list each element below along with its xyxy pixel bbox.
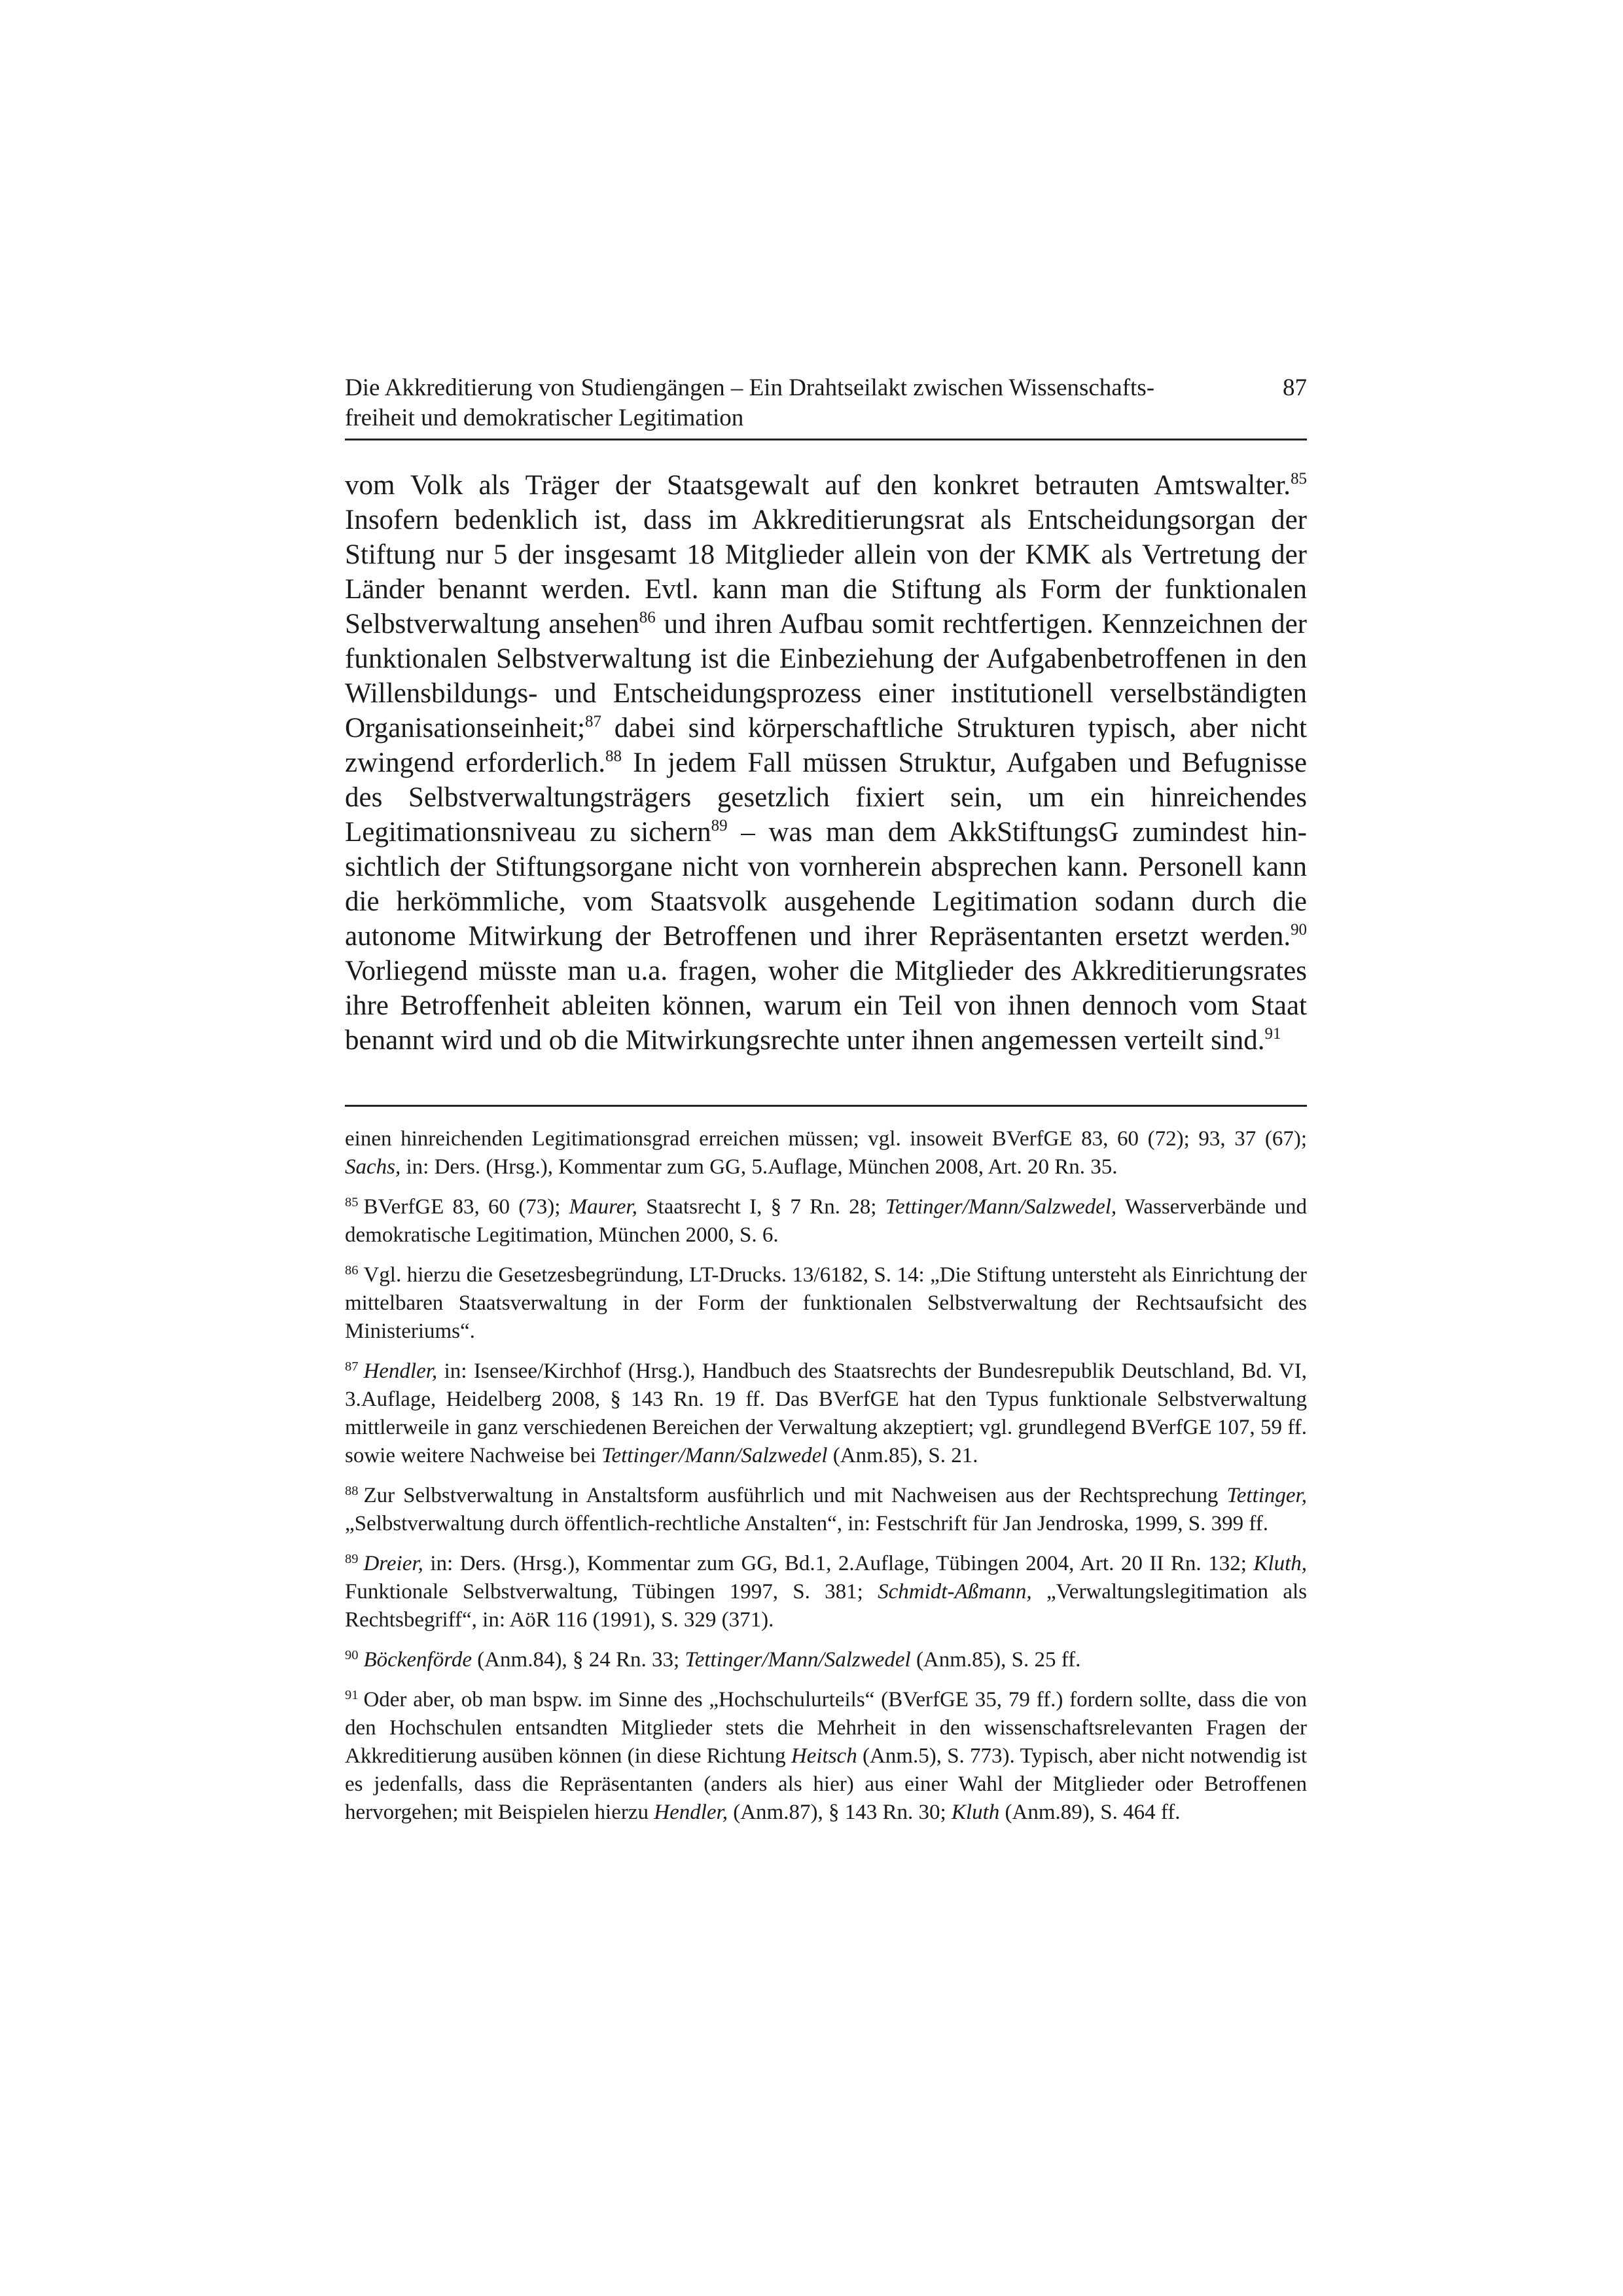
running-header-title	[345, 373, 1235, 433]
author-name: Sachs,	[345, 1155, 401, 1179]
footnote-text: Wasserverbände und demokratische Legitimation, München 2000, S. 6.	[345, 1195, 1307, 1247]
body-text-segment: Insofern bedenklich ist, dass im Akkreditierungsrat als Entscheidungsorgan der Stiftung nur 5 der insgesamt 18 Mitglieder allein von der KMK als Vertretung der Länder benannt werden. Evtl. kann man die Stiftung als Form der funktionalen Selbstverwaltung ansehen	[345, 505, 1307, 639]
footnote-91	[345, 1686, 1307, 1827]
footnote-ref-91[interactable]: 91	[1264, 1024, 1281, 1043]
footnote-text: Oder aber, ob man bspw. im Sinne des „Hochschulurteils“ (BVerfGE 35, 79 ff.) fordern sollte, dass die von den Hochschulen entsandten Mitglieder stets die Mehrheit in den wissenschaftsrelevanten Fragen der Akkreditierung ausüben können (in diese Richtung	[345, 1688, 1307, 1768]
author-name: Schmidt-Aßmann,	[878, 1580, 1032, 1604]
author-name: Tettinger,	[1226, 1484, 1307, 1507]
body-paragraph	[345, 468, 1307, 1058]
footnote-text: (Anm.5), S. 773). Typisch, aber nicht notwendig ist es jedenfalls, dass die Repräsentanten (anders als hier) aus einer Wahl der Mitglieder oder Betroffenen hervorgehen; mit Beispielen hierzu	[345, 1744, 1307, 1824]
author-name: Dreier,	[363, 1552, 423, 1575]
header-title-line1: Die Akkreditierung von Studiengängen – Ein Drahtseilakt zwischen Wissenschafts-	[345, 374, 1155, 401]
footnote-number: 90	[345, 1647, 359, 1662]
footnote-text: Vgl. hierzu die Gesetzesbegründung, LT-Drucks. 13/6182, S. 14: „Die Stiftung untersteht als Einrichtung der mittelbaren Staatsverwaltung in der Form der funktionalen Selbstverwaltung der Rechtsaufsicht des Ministeriums“.	[345, 1263, 1307, 1343]
footnote-text: einen hinreichenden Legitimationsgrad erreichen müssen; vgl. insoweit BVerfGE 83, 60 (72); 93, 37 (67);	[345, 1127, 1307, 1151]
author-name: Tettinger/Mann/Salzwedel,	[885, 1195, 1117, 1219]
footnote-ref-90[interactable]: 90	[1291, 920, 1307, 939]
footnote-text: (Anm.89), S. 464 ff.	[999, 1801, 1181, 1824]
page-number: 87	[1283, 374, 1307, 401]
footnote-number: 88	[345, 1483, 359, 1498]
author-name: Kluth	[951, 1801, 1000, 1824]
footnote-86	[345, 1261, 1307, 1346]
footnotes	[345, 1125, 1307, 1827]
footnote-89	[345, 1550, 1307, 1634]
footnote-text: in: Ders. (Hrsg.), Kommentar zum GG, Bd.1, 2.Auflage, Tübingen 2004, Art. 20 II Rn. 132;	[423, 1552, 1254, 1575]
author-name: Tettinger/Mann/Salzwedel	[601, 1444, 828, 1467]
footnote-text: Staatsrecht I, § 7 Rn. 28;	[637, 1195, 885, 1219]
footnote-text: „Selbstverwaltung durch öffentlich-rechtliche Anstalten“, in: Festschrift für Jan Jendroska, 1999, S. 399 ff.	[345, 1512, 1269, 1535]
footnote-text: in: Isensee/Kirchhof (Hrsg.), Handbuch des Staatsrechts der Bundesrepublik Deutschland, Bd. VI, 3.Auflage, Heidelberg 2008, § 143 Rn. 19 ff. Das BVerfGE hat den Typus funktionale Selbstverwaltung mittlerweile in ganz verschiedenen Bereichen der Verwaltung akzeptiert; vgl. grundlegend BVerfGE 107, 59 ff. sowie weitere Nachweise bei	[345, 1359, 1307, 1467]
footnote-85	[345, 1193, 1307, 1249]
footnote-text: (Anm.84), § 24 Rn. 33;	[471, 1648, 685, 1672]
body-text-segment: dabei sind körperschaftliche Strukturen typisch, aber nicht zwingend erforderlich.	[345, 713, 1307, 778]
body-text-segment: In jedem Fall müssen Struktur, Aufgaben und Befugnisse des Selbstverwaltungsträgers gesetzlich fixiert sein, um ein hinreichendes Legitimationsniveau zu sichern	[345, 747, 1307, 848]
author-name: Hendler,	[363, 1359, 438, 1383]
footnote-ref-89[interactable]: 89	[711, 816, 728, 834]
footnote-text: (Anm.87), § 143 Rn. 30;	[727, 1801, 952, 1824]
footnote-text: „Verwaltungslegitimation als Rechtsbegriff“, in: AöR 116 (1991), S. 329 (371).	[345, 1580, 1307, 1632]
footnote-text: Zur Selbstverwaltung in Anstaltsform ausführlich und mit Nachweisen aus der Rechtsprechung	[363, 1484, 1227, 1507]
author-name: Böckenförde	[363, 1648, 472, 1672]
body-text-segment: – was man dem AkkStiftungsG zumindest hinsichtlich der Stiftungsorgane nicht von vornherein absprechen kann. Personell kann die herkömmliche, vom Staatsvolk ausgehende Legitimation sodann durch die autonome Mitwirkung der Betroffenen und ihrer Repräsentanten ersetzt werden.	[345, 817, 1307, 952]
body-text-segment: vom Volk als Träger der Staatsgewalt auf den konkret betrauten Amtswalter.	[345, 470, 1291, 501]
footnote-number: 91	[345, 1687, 359, 1702]
running-header	[345, 373, 1307, 440]
footnote-text: (Anm.85), S. 25 ff.	[910, 1648, 1081, 1672]
footnote-ref-87[interactable]: 87	[585, 712, 601, 730]
footnote-87	[345, 1357, 1307, 1470]
footnote-continuation	[345, 1125, 1307, 1181]
footnote-divider	[345, 1105, 1307, 1107]
footnote-number: 85	[345, 1194, 359, 1210]
footnote-88	[345, 1482, 1307, 1538]
footnote-ref-88[interactable]: 88	[605, 747, 622, 765]
footnote-text: (Anm.85), S. 21.	[827, 1444, 978, 1467]
footnote-number: 86	[345, 1263, 359, 1278]
body-text-segment: und ihren Aufbau somit rechtfertigen. Kennzeichnen der funktionalen Selbstverwaltung ist die Einbeziehung der Aufgabenbetroffenen in den Willensbildungs- und Entscheidungsprozess einer institutionell verselbständigten Organisationseinheit;	[345, 609, 1307, 744]
footnote-text: BVerfGE 83, 60 (73);	[363, 1195, 569, 1219]
author-name: Hendler,	[654, 1801, 728, 1824]
author-name: Heitsch	[791, 1744, 857, 1768]
author-name: Kluth,	[1253, 1552, 1307, 1575]
page	[345, 373, 1307, 1839]
author-name: Maurer,	[569, 1195, 637, 1219]
footnote-number: 89	[345, 1551, 359, 1566]
footnote-text: in: Ders. (Hrsg.), Kommentar zum GG, 5.Auflage, München 2008, Art. 20 Rn. 35.	[401, 1155, 1118, 1179]
footnote-ref-86[interactable]: 86	[639, 608, 656, 626]
footnote-90	[345, 1646, 1307, 1674]
body-text-segment: Vorliegend müsste man u.a. fragen, woher die Mitglieder des Akkreditierungsrates ihre Betroffenheit ableiten können, warum ein Teil von ihnen dennoch vom Staat benannt wird und ob die Mitwirkungsrechte unter ihnen angemessen verteilt sind.	[345, 956, 1307, 1056]
footnote-ref-85[interactable]: 85	[1291, 469, 1307, 488]
footnote-text: Funktionale Selbstverwaltung, Tübingen 1997, S. 381;	[345, 1580, 878, 1604]
header-title-line2: freiheit und demokratischer Legitimation	[345, 404, 744, 431]
footnote-number: 87	[345, 1359, 359, 1374]
author-name: Tettinger/Mann/Salzwedel	[685, 1648, 911, 1672]
